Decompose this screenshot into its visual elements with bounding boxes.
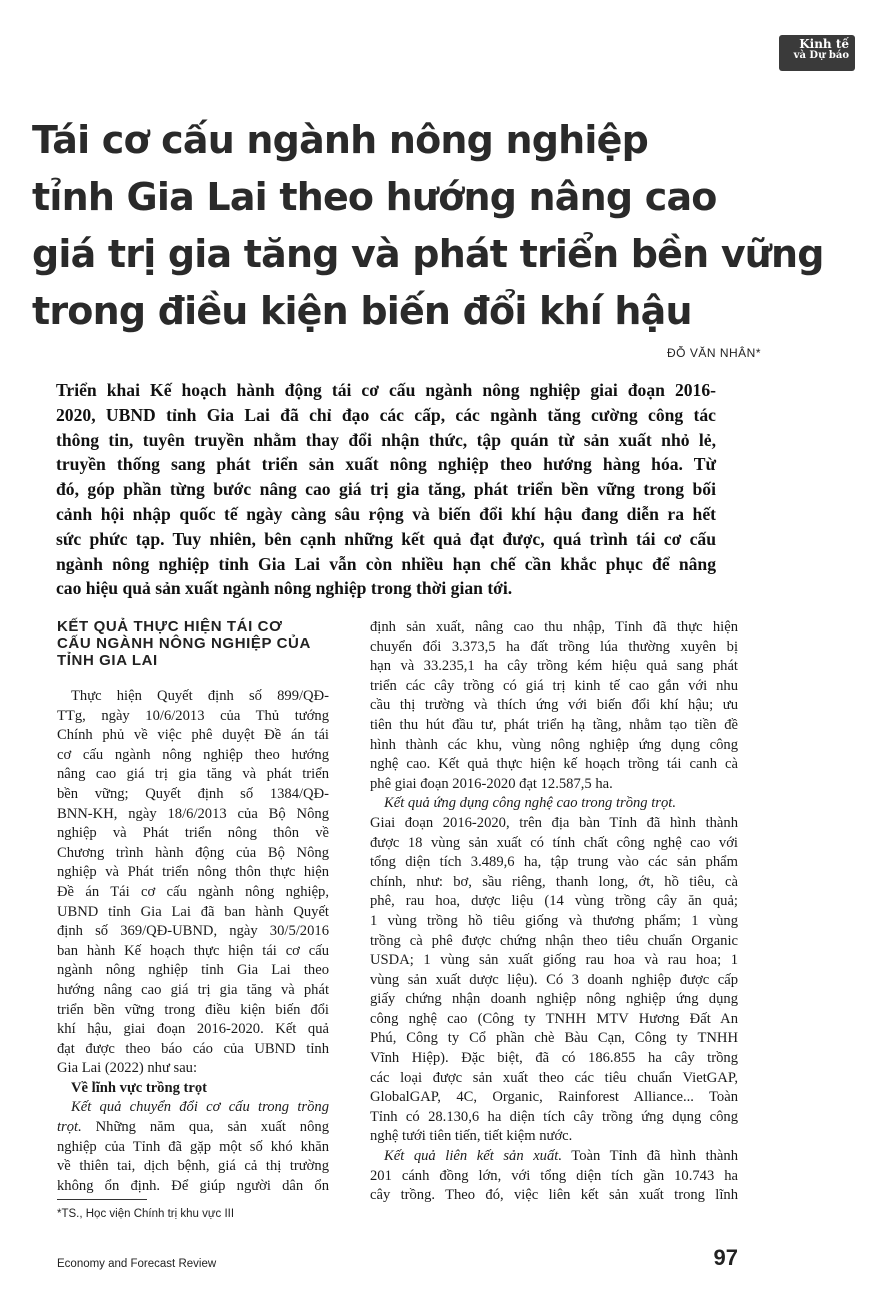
text-line: bền vững; Quyết định số 1384/QĐ- xyxy=(57,785,329,802)
text-line: Đề án Tái cơ cấu ngành nông nghiệp, xyxy=(57,883,329,900)
abstract-line: 2020, UBND tỉnh Gia Lai đã chỉ đạo các cấp, các ngành tăng cường công tác xyxy=(56,404,716,425)
section-heading-line: CẤU NGÀNH NÔNG NGHIỆP CỦA xyxy=(57,635,311,652)
abstract-line: thông tin, tuyên truyền nhằm thay đổi nhận thức, tập quán từ sản xuất nhỏ lẻ, xyxy=(56,429,716,450)
text-line: UBND tỉnh Gia Lai đã ban hành Quyết xyxy=(57,903,329,920)
text-line xyxy=(57,1098,329,1118)
text-line: nghiệp và Phát triển nông thôn thực hiện xyxy=(57,864,329,881)
paragraph xyxy=(370,618,738,794)
text-line: GlobalGAP, 4C, Organic, Rainforest Alliance... Toàn xyxy=(370,1089,738,1106)
paragraph xyxy=(370,1147,738,1206)
article-abstract xyxy=(56,378,716,601)
text-line: đạt được theo báo cáo của UBND tỉnh xyxy=(57,1040,329,1057)
text-line: nâng cao giá trị gia tăng và phát triển xyxy=(57,766,329,783)
text-line: Gia Lai (2022) như sau: xyxy=(57,1060,198,1077)
subsection-heading: Về lĩnh vực trồng trọt xyxy=(71,1079,208,1096)
footnote-divider xyxy=(57,1199,147,1200)
text-line: phê, rau hoa, dược liệu (14 vùng trồng cây ăn quả; xyxy=(370,893,738,910)
section-heading xyxy=(57,618,329,669)
text-line: TTg, ngày 10/6/2013 của Thủ tướng xyxy=(57,707,329,724)
section-heading-line: TỈNH GIA LAI xyxy=(57,652,158,669)
text-line: tổng diện tích 3.489,6 ha, tập trung vào các sản phẩm xyxy=(370,854,738,871)
text-line: Giai đoạn 2016-2020, trên địa bàn Tỉnh đã hình thành xyxy=(370,814,738,831)
text-line: BNN-KH, ngày 18/6/2013 của Bộ Nông xyxy=(57,805,329,822)
italic-lead: trọt. xyxy=(57,1119,82,1136)
text-line: cầu thị trường và thích ứng với biến đổi khí hậu; ưu xyxy=(370,697,738,714)
text-line: triển các cây trồng có giá trị kinh tế cao gắn với nhu xyxy=(370,677,738,694)
text-line: định sản xuất, nâng cao thu nhập, Tỉnh đã thực hiện xyxy=(370,619,738,635)
title-line: trong điều kiện biến đổi khí hậu xyxy=(32,289,692,333)
abstract-line: cao hiệu quả sản xuất ngành nông nghiệp trong thời gian tới. xyxy=(56,578,513,599)
text-line: 1 vùng trồng hồ tiêu giống và thương phẩm; 1 vùng xyxy=(370,912,738,929)
text-line: nghệ tưới tiên tiến, tiết kiệm nước. xyxy=(370,1128,573,1145)
article-title xyxy=(32,112,824,340)
text-line: Thực hiện Quyết định số 899/QĐ- xyxy=(71,688,329,704)
page-number: 97 xyxy=(713,1245,738,1270)
abstract-line: Triển khai Kế hoạch hành động tái cơ cấu ngành nông nghiệp giai đoạn 2016- xyxy=(56,380,716,400)
text-line: công nghệ cao (Công ty TNHH MTV Hương Đất An xyxy=(370,1010,738,1027)
journal-name: Economy and Forecast Review xyxy=(57,1258,217,1270)
text-line: tiên thu hút đầu tư, phát triển hạ tầng, nhằm tạo tiền đề xyxy=(370,716,738,733)
title-line: tỉnh Gia Lai theo hướng nâng cao xyxy=(32,175,717,219)
abstract-line: sức phức tạp. Tuy nhiên, bên cạnh những kết quả đạt được, quá trình tái cơ cấu xyxy=(56,528,716,549)
text-line: chính, như: bơ, sầu riêng, thanh long, ớt, hồ tiêu, cà xyxy=(370,873,738,890)
text-line: nghiệp và Phát triển nông thôn về xyxy=(57,825,329,842)
abstract-line: cảnh hội nhập quốc tế ngày càng sâu rộng và biến đổi khí hậu đang diễn ra hết xyxy=(56,503,716,524)
author-name: ĐỖ VĂN NHÂN* xyxy=(666,346,761,360)
text-fragment: Những năm qua, sản xuất nông xyxy=(81,1119,329,1136)
text-line: không ổn định. Để giúp người dân ổn xyxy=(57,1177,329,1194)
section-heading-line: KẾT QUẢ THỰC HIỆN TÁI CƠ xyxy=(57,618,283,635)
title-line: giá trị gia tăng và phát triển bền vững xyxy=(32,232,824,276)
text-line xyxy=(370,1147,738,1167)
text-line: hình thành các khu, vùng nông nghiệp ứng dụng công xyxy=(370,736,738,753)
text-line xyxy=(57,1118,329,1138)
text-line: được 18 vùng sản xuất có tính chất công nghệ cao với xyxy=(370,834,738,851)
logo-line-1: Kinh tế xyxy=(799,37,849,51)
text-line: cơ cấu ngành nông nghiệp theo hướng xyxy=(57,746,329,763)
text-line: nghệ cao. Kết quả thực hiện kế hoạch trồng tái canh cà xyxy=(370,756,738,773)
text-line: hạn và 33.235,1 ha cây trồng kém hiệu quả sang phát xyxy=(370,658,738,675)
journal-logo xyxy=(779,35,855,71)
text-fragment: Toàn Tỉnh đã hình thành xyxy=(561,1148,739,1165)
abstract-line: đó, góp phần từng bước nâng cao giá trị gia tăng, phát triển bền vững trong bối xyxy=(56,479,716,500)
text-line: hướng nâng cao giá trị gia tăng và phát xyxy=(57,981,329,998)
text-line: Chính phủ về việc phê duyệt Đề án tái xyxy=(57,727,329,744)
italic-lead: Kết quả chuyển đổi cơ cấu trong trồng xyxy=(71,1099,329,1116)
text-line: Vĩnh Hiệp). Đặc biệt, đã có 186.855 ha cây trồng xyxy=(370,1050,738,1067)
text-line: USDA; 1 vùng sản xuất giống rau hoa và rau hoa; 1 xyxy=(370,952,738,969)
text-line: ngành nông nghiệp tỉnh Gia Lai theo xyxy=(57,962,329,979)
text-line: phê giai đoạn 2016-2020 đạt 12.587,5 ha. xyxy=(370,775,613,792)
left-column xyxy=(57,618,329,1196)
paragraph xyxy=(57,687,329,1079)
text-line xyxy=(370,794,738,814)
text-line: nghiệp của Tỉnh đã gặp một số khó khăn xyxy=(57,1138,329,1155)
text-line: triển bền vững trong điều kiện biến đổi xyxy=(57,1001,329,1018)
italic-lead: Kết quả ứng dụng công nghệ cao trong trồng trọt. xyxy=(384,795,676,812)
logo-line-2: và Dự báo xyxy=(793,49,849,61)
text-line: định số 369/QĐ-UBND, ngày 30/5/2016 xyxy=(57,923,329,940)
paragraph xyxy=(57,1098,329,1196)
text-line: vùng sản xuất dược liệu). Có 3 doanh nghiệp được cấp xyxy=(370,971,738,988)
text-line: trồng cà phê được chứng nhận theo tiêu chuẩn Organic xyxy=(370,932,738,949)
text-line: chuyển đổi 3.373,5 ha đất trồng lúa thường xuyên bị xyxy=(370,638,738,655)
text-line: cây trồng. Theo đó, việc liên kết sản xuất trong lĩnh xyxy=(370,1187,738,1204)
text-line: Chương trình hành động của Bộ Nông xyxy=(57,844,329,861)
title-line: Tái cơ cấu ngành nông nghiệp xyxy=(32,118,649,162)
text-line: 201 cánh đồng lớn, với tổng diện tích gần 10.743 ha xyxy=(370,1167,738,1184)
text-line: Phú, Công ty Cổ phần chè Bàu Cạn, Công ty TNHH xyxy=(370,1030,738,1047)
abstract-line: ngành nông nghiệp tỉnh Gia Lai vẫn còn nhiều hạn chế cần khắc phục để nâng xyxy=(56,553,716,574)
text-line: giấy chứng nhận doanh nghiệp nông nghiệp ứng dụng xyxy=(370,991,738,1008)
text-line: ban hành Kế hoạch thực hiện tái cơ cấu xyxy=(57,942,329,959)
right-column xyxy=(370,618,738,1206)
italic-lead: Kết quả liên kết sản xuất. xyxy=(384,1148,562,1165)
text-line: các loại được sản xuất theo các tiêu chuẩn VietGAP, xyxy=(370,1069,738,1086)
footnote: *TS., Học viện Chính trị khu vực III xyxy=(57,1208,235,1220)
paragraph xyxy=(370,794,738,1147)
abstract-line: truyền thống sang phát triển sản xuất nông nghiệp theo hướng hàng hóa. Từ xyxy=(56,454,716,475)
text-line: Tỉnh có 28.130,6 ha diện tích cây trồng ứng dụng công xyxy=(370,1108,738,1125)
text-line: khí hậu, giai đoạn 2016-2020. Kết quả xyxy=(57,1021,329,1038)
text-line: về thiên tai, dịch bệnh, giá cả thị trường xyxy=(57,1158,329,1175)
